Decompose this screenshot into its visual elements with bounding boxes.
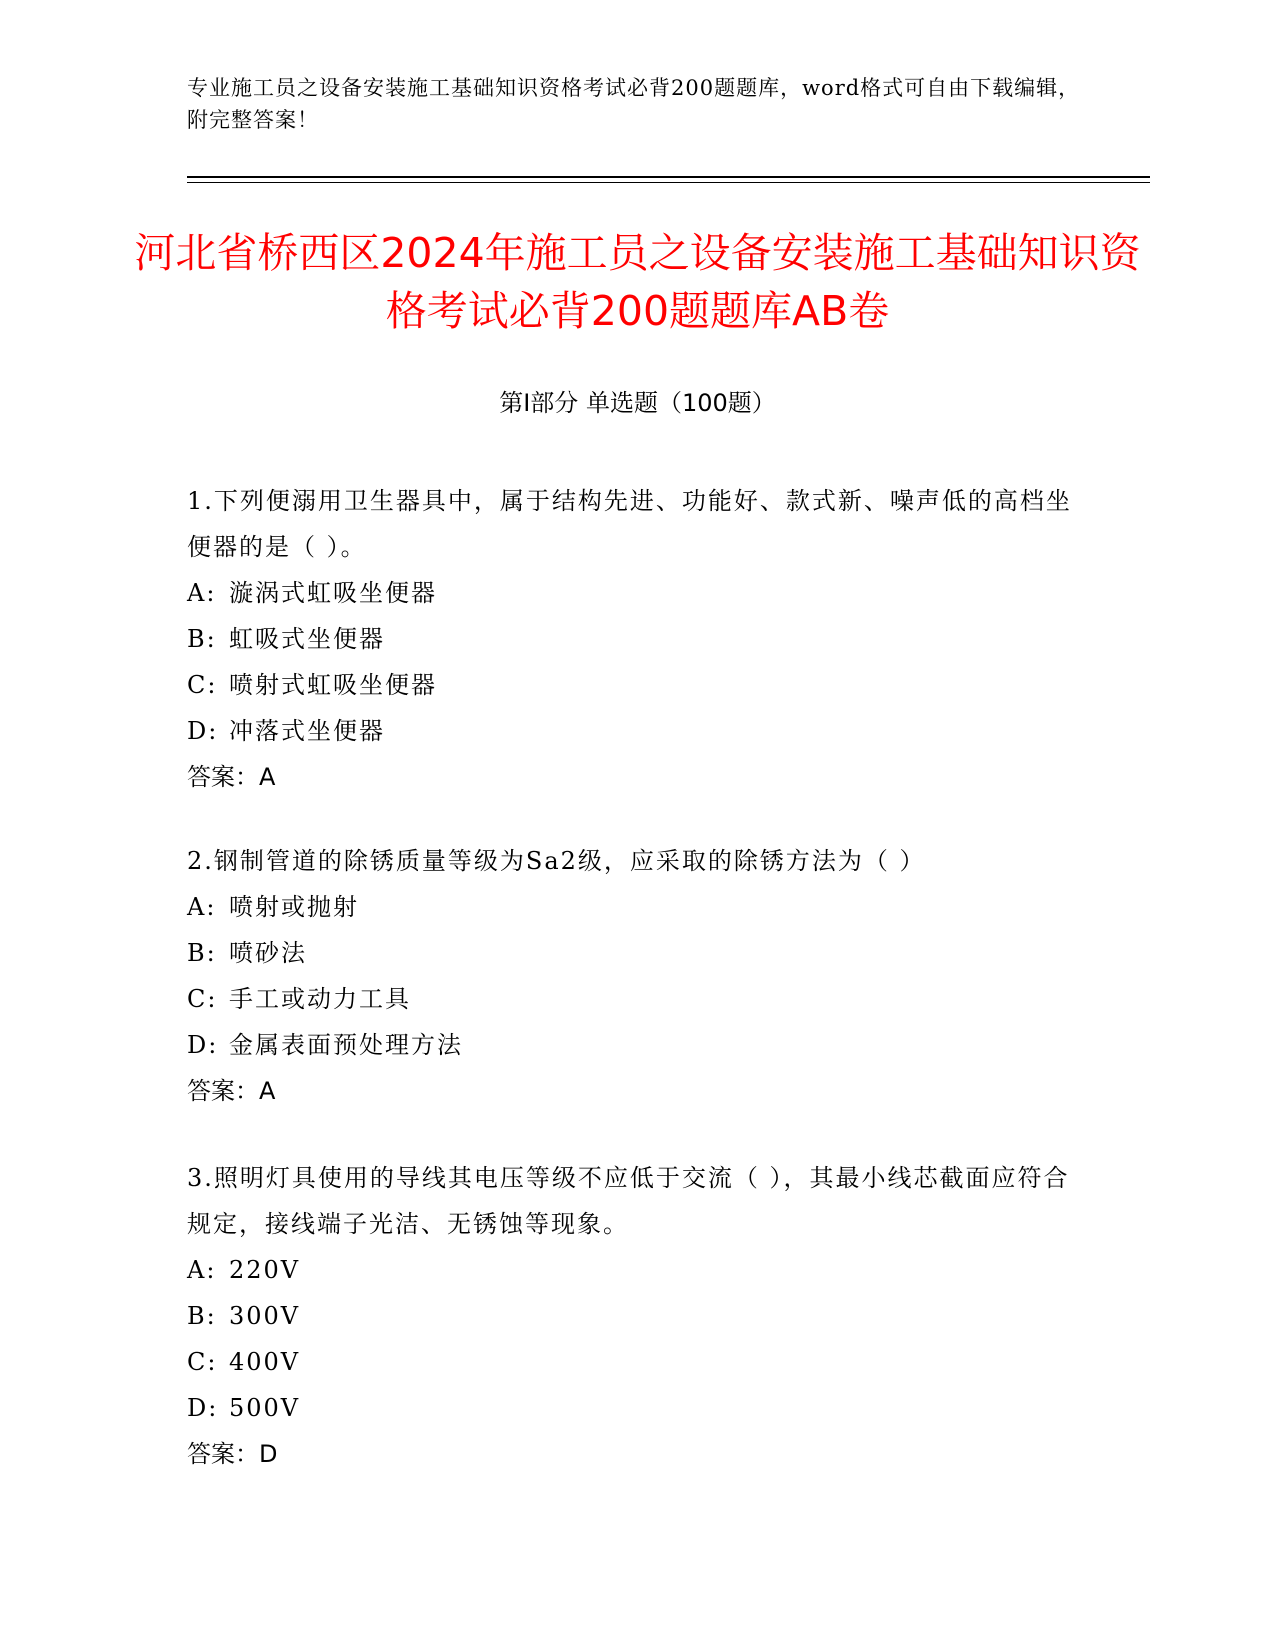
option-letter: C: [187,1348,218,1376]
option-c [187,662,1087,708]
header-divider-thick [187,176,1150,178]
question-1 [187,478,1087,800]
option-text: 220V [229,1256,301,1284]
header-note: 专业施工员之设备安装施工基础知识资格考试必背200题题库，word格式可自由下载编辑，附完整答案！ [187,76,1081,132]
option-d [187,1385,1087,1431]
document-title: 河北省桥西区2024年施工员之设备安装施工基础知识资格考试必背200题题库AB卷 [134,229,1141,335]
option-letter: A: [187,893,217,921]
option-letter: D: [187,1394,219,1422]
option-text: 喷射或抛射 [229,893,359,921]
option-text: 漩涡式虹吸坐便器 [229,579,437,607]
option-text: 喷射式虹吸坐便器 [229,671,437,699]
option-a [187,884,1087,930]
option-letter: A: [187,1256,217,1284]
option-b [187,1293,1087,1339]
answer-line: 答案：D [187,1440,278,1468]
option-letter: A: [187,579,217,607]
question-2 [187,838,1087,1114]
option-text: 400V [229,1348,301,1376]
option-letter: B: [187,625,217,653]
option-text: 虹吸式坐便器 [229,625,385,653]
answer-line: 答案：A [187,763,276,791]
option-d [187,708,1087,754]
option-c [187,976,1087,1022]
question-stem: 2.钢制管道的除锈质量等级为Sa2级，应采取的除锈方法为（ ） [187,847,926,875]
option-letter: D: [187,1031,219,1059]
option-text: 金属表面预处理方法 [229,1031,463,1059]
option-b [187,616,1087,662]
option-letter: C: [187,985,218,1013]
option-text: 喷砂法 [229,939,307,967]
option-text: 冲落式坐便器 [229,717,385,745]
option-text: 500V [229,1394,301,1422]
option-letter: D: [187,717,219,745]
option-letter: B: [187,939,217,967]
option-a [187,1247,1087,1293]
option-letter: C: [187,671,218,699]
header-divider-thin [187,182,1150,183]
option-c [187,1339,1087,1385]
section-title: 第Ⅰ部分 单选题（100题） [499,389,776,417]
question-stem: 1.下列便溺用卫生器具中，属于结构先进、功能好、款式新、噪声低的高档坐便器的是（ ）。 [187,487,1072,561]
option-letter: B: [187,1302,217,1330]
answer-line: 答案：A [187,1077,276,1105]
question-3 [187,1155,1087,1477]
option-text: 手工或动力工具 [229,985,411,1013]
question-stem: 3.照明灯具使用的导线其电压等级不应低于交流（ ），其最小线芯截面应符合规定，接线端子光洁、无锈蚀等现象。 [187,1164,1070,1238]
option-d [187,1022,1087,1068]
option-text: 300V [229,1302,301,1330]
option-a [187,570,1087,616]
option-b [187,930,1087,976]
